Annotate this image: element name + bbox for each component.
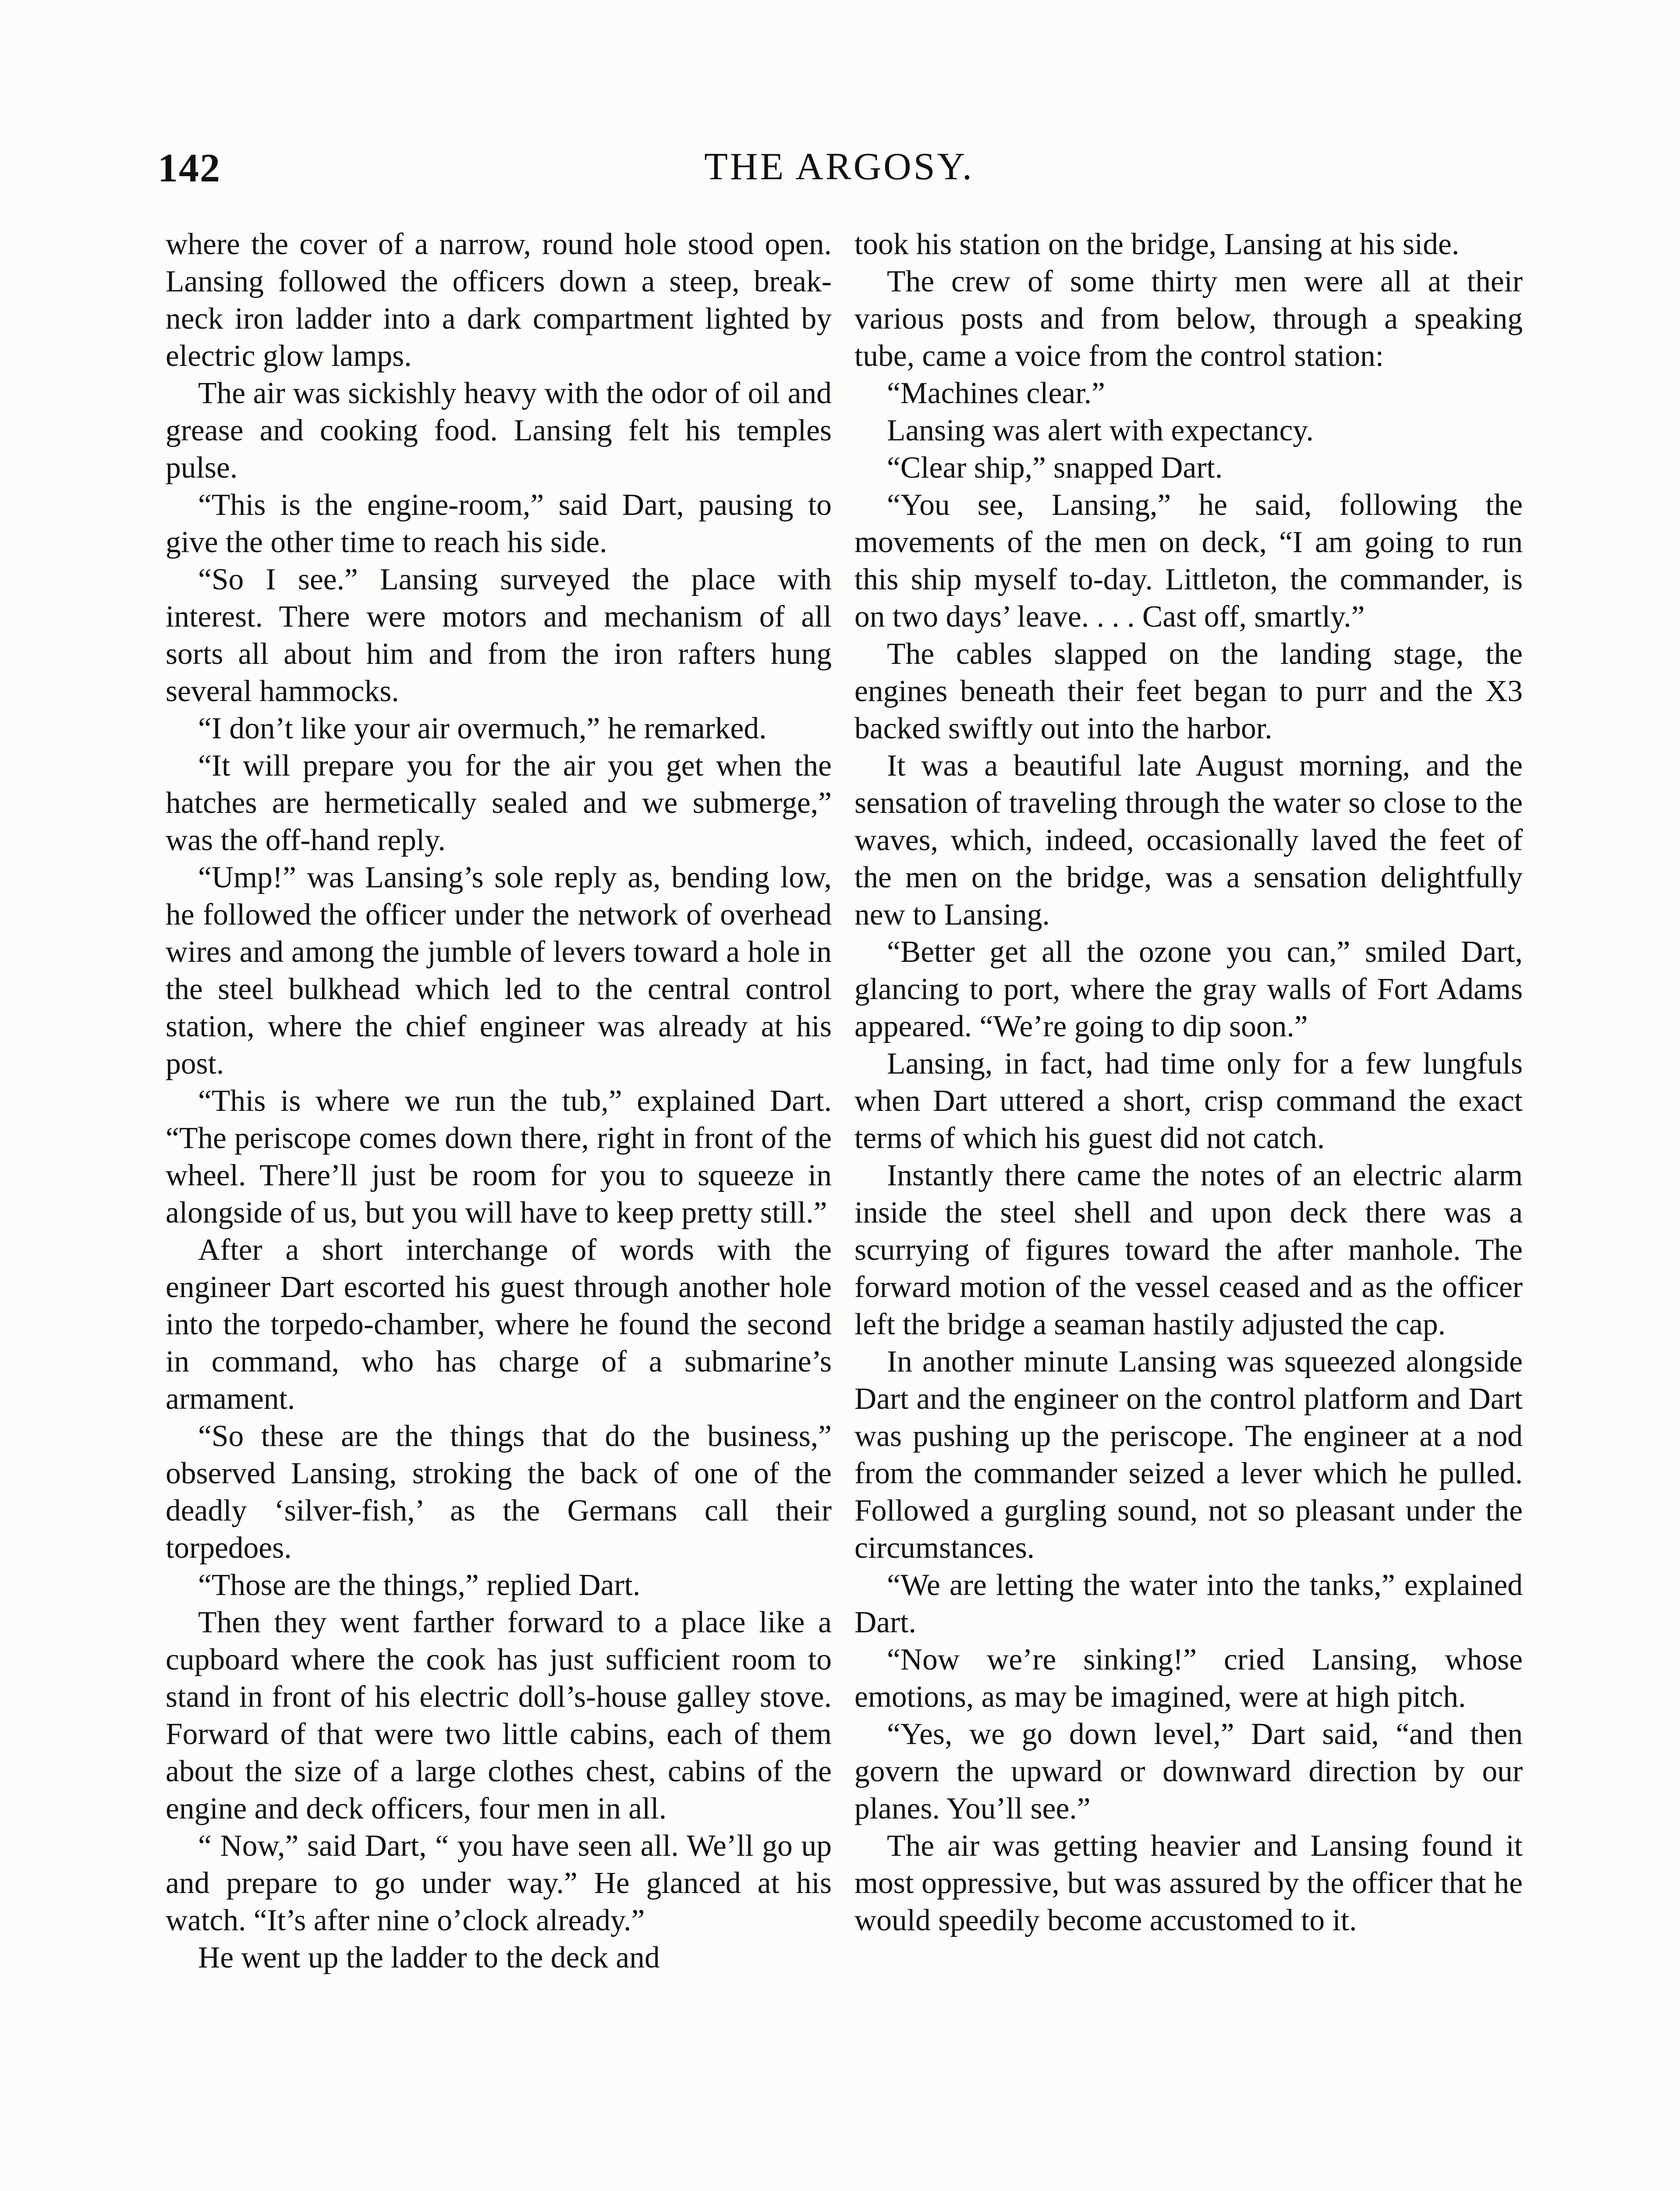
left-column — [166, 226, 832, 1976]
paragraph: The air was sickishly heavy with the odor of oil and grease and cooking food. Lansing felt his temples pulse. — [166, 376, 832, 485]
paragraph: “Yes, we go down level,” Dart said, “and then govern the upward or downward direction by our planes. You’ll see.” — [854, 1717, 1523, 1826]
paragraph: “It will prepare you for the air you get when the hatches are hermetically sealed and we submerge,” was the off-hand reply. — [166, 749, 832, 857]
paragraph: “This is the engine-room,” said Dart, pausing to give the other time to reach his side. — [166, 488, 832, 559]
paragraph: The crew of some thirty men were all at their various posts and from below, through a speaking tube, came a voice from the control station: — [854, 265, 1523, 373]
paragraph: “This is where we run the tub,” explained Dart. “The periscope comes down there, right in front of the wheel. There’ll just be room for you to squeeze in alongside of us, but you will have to keep pretty still.” — [166, 1084, 832, 1230]
paragraph: “So these are the things that do the business,” observed Lansing, stroking the back of one of the deadly ‘silver-fish,’ as the Germans call their torpedoes. — [166, 1419, 832, 1565]
right-column — [854, 226, 1523, 1939]
page-header — [158, 145, 1521, 193]
paragraph: Lansing was alert with expectancy. — [887, 414, 1314, 447]
paragraph: “We are letting the water into the tanks,” explained Dart. — [854, 1568, 1523, 1639]
paragraph: The air was getting heavier and Lansing found it most oppressive, but was assured by the officer that he would speedily become accustomed to it. — [854, 1829, 1523, 1937]
paragraph: “Clear ship,” snapped Dart. — [887, 451, 1223, 485]
paragraph: “ Now,” said Dart, “ you have seen all. We’ll go up and prepare to go under way.” He glanced at his watch. “It’s after nine o’clock already.” — [166, 1829, 832, 1937]
paragraph: After a short interchange of words with the engineer Dart escorted his guest through another hole into the torpedo-chamber, where he found the second in command, who has charge of a submarine’s armament. — [166, 1233, 832, 1416]
paragraph: Instantly there came the notes of an electric alarm inside the steel shell and upon deck there was a scurrying of figures toward the after manhole. The forward motion of the vessel ceased and as the officer left the bridge a seaman hastily adjusted the cap. — [854, 1159, 1523, 1341]
paragraph: Lansing, in fact, had time only for a few lungfuls when Dart uttered a short, crisp command the exact terms of which his guest did not catch. — [854, 1047, 1523, 1155]
paragraph: took his station on the bridge, Lansing at his side. — [854, 227, 1460, 261]
paragraph: “I don’t like your air overmuch,” he remarked. — [198, 712, 767, 745]
paragraph: “Machines clear.” — [887, 376, 1105, 410]
paragraph: “You see, Lansing,” he said, following the movements of the men on deck, “I am going to run this ship myself to-day. Littleton, the commander, is on two days’ leave. . . . Cast off, smartly.” — [854, 488, 1523, 634]
paragraph: The cables slapped on the landing stage, the engines beneath their feet began to purr and the X3 backed swiftly out into the harbor. — [854, 637, 1523, 745]
paragraph: In another minute Lansing was squeezed alongside Dart and the engineer on the control platform and Dart was pushing up the periscope. The engineer at a nod from the commander seized a lever which he pulled. Followed a gurgling sound, not so pleasant under the circumstances. — [854, 1345, 1523, 1565]
paragraph: “Ump!” was Lansing’s sole reply as, bending low, he followed the officer under the network of overhead wires and among the jumble of levers toward a hole in the steel bulkhead which led to the central control station, where the chief engineer was already at his post. — [166, 861, 832, 1081]
paragraph: Then they went farther forward to a place like a cupboard where the cook has just sufficient room to stand in front of his electric doll’s-house galley stove. Forward of that were two little cabins, each of them about the size of a large clothes chest, cabins of the engine and deck officers, four men in all. — [166, 1606, 832, 1826]
paragraph: It was a beautiful late August morning, and the sensation of traveling through the water so close to the waves, which, indeed, occasionally laved the feet of the men on the bridge, was a sensation delightfully new to Lansing. — [854, 749, 1523, 932]
page-number: 142 — [158, 145, 221, 190]
paragraph: where the cover of a narrow, round hole stood open. Lansing followed the officers down a steep, break-neck iron ladder into a dark compartment lighted by electric glow lamps. — [166, 227, 832, 373]
running-title: THE ARGOSY. — [704, 145, 974, 188]
paragraph: “Now we’re sinking!” cried Lansing, whose emotions, as may be imagined, were at high pitch. — [854, 1643, 1523, 1714]
paragraph: “Those are the things,” replied Dart. — [198, 1568, 641, 1602]
paragraph: “So I see.” Lansing surveyed the place with interest. There were motors and mechanism of all sorts all about him and from the iron rafters hung several hammocks. — [166, 563, 832, 708]
paragraph: He went up the ladder to the deck and — [198, 1941, 660, 1975]
paragraph: “Better get all the ozone you can,” smiled Dart, glancing to port, where the gray walls of Fort Adams appeared. “We’re going to dip soon.” — [854, 935, 1523, 1043]
